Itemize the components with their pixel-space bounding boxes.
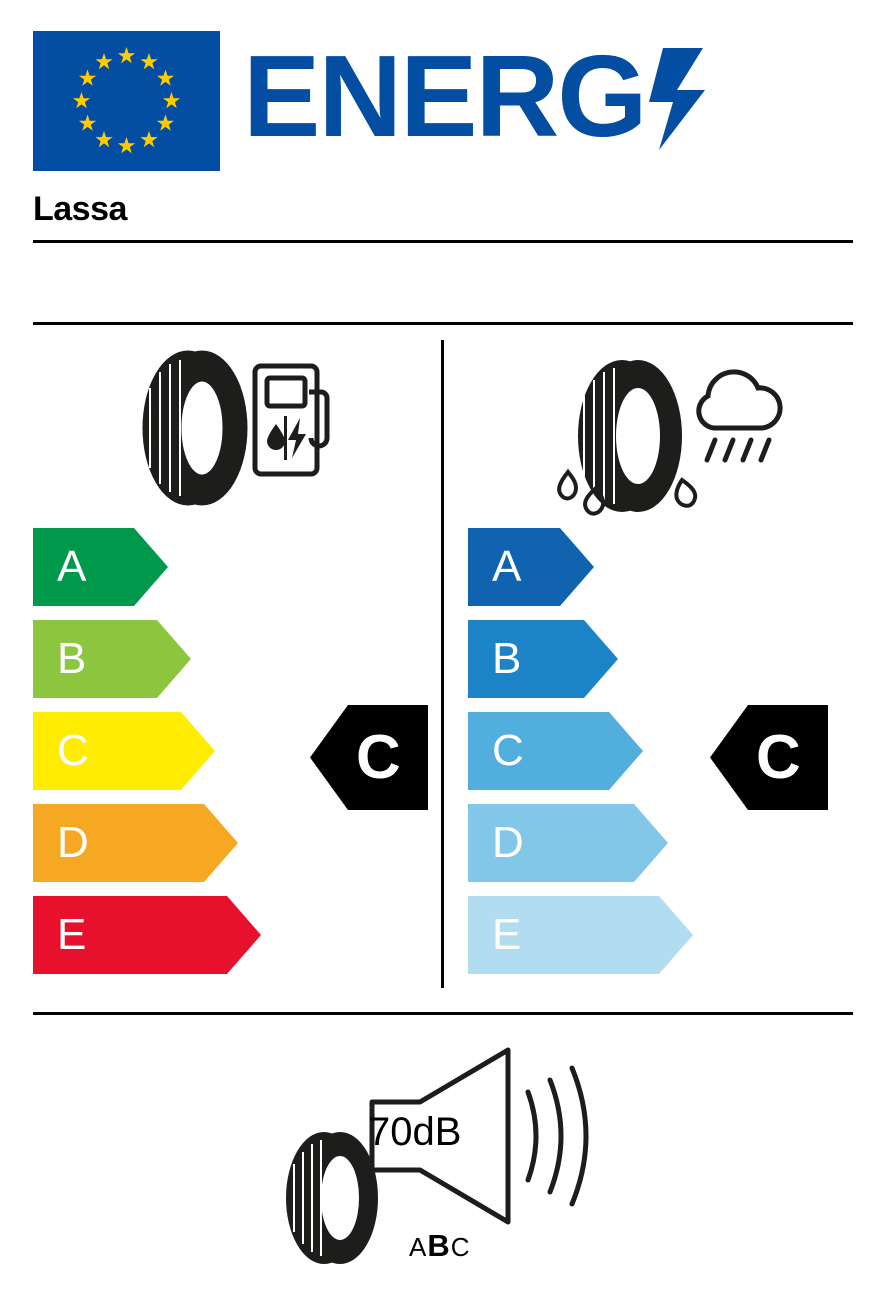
rating-letter: C <box>356 722 401 792</box>
rating-letter: C <box>756 722 801 792</box>
grade-letter: C <box>57 726 89 775</box>
svg-text:ENERG: ENERG <box>243 44 646 154</box>
noise-class-b-selected: B <box>427 1228 451 1263</box>
energy-wordmark <box>243 44 713 154</box>
noise-class-a: A <box>409 1232 428 1262</box>
noise-class-scale <box>409 1228 471 1264</box>
wet-grip-rating <box>710 705 828 810</box>
divider-brand <box>33 240 853 243</box>
divider-bottom <box>33 1012 853 1015</box>
grade-shape <box>468 620 618 698</box>
grade-shape <box>33 528 168 606</box>
grade-letter: B <box>57 634 87 683</box>
grade-letter: B <box>492 634 522 683</box>
divider-top <box>33 322 853 325</box>
divider-vertical <box>441 340 444 988</box>
eu-flag <box>33 31 220 171</box>
tyre-fuel-pump-icon <box>120 348 330 508</box>
grade-letter: E <box>492 910 522 959</box>
noise-value: 70dB <box>368 1110 462 1154</box>
grade-letter: C <box>492 726 524 775</box>
grade-letter: D <box>57 818 89 867</box>
brand-name: Lassa <box>33 190 127 228</box>
grade-letter: E <box>57 910 87 959</box>
grade-letter: A <box>492 542 522 591</box>
grade-letter: D <box>492 818 524 867</box>
fuel-efficiency-rating <box>310 705 428 810</box>
noise-class-c: C <box>450 1232 471 1262</box>
grade-letter: A <box>57 542 87 591</box>
tyre-rain-cloud-icon <box>530 348 800 523</box>
grade-shape <box>468 528 594 606</box>
